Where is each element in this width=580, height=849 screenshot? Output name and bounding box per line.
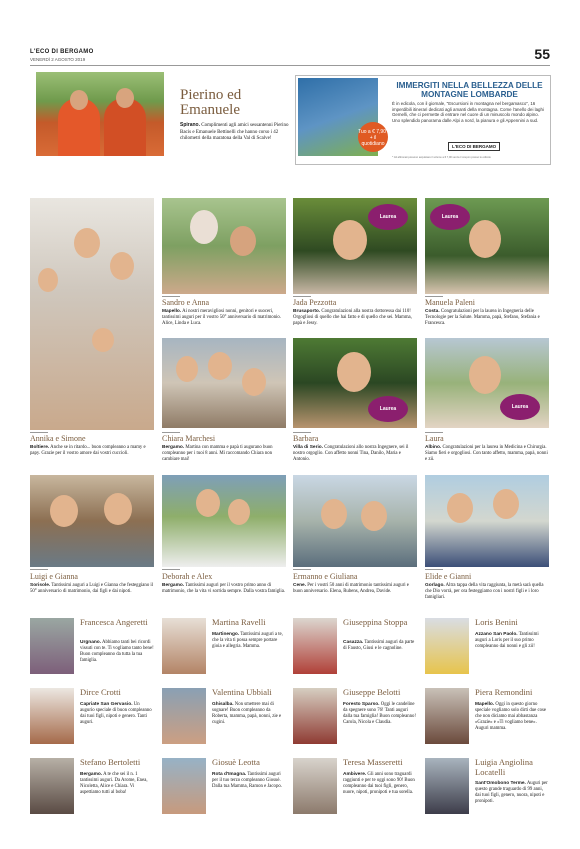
tribute-name: Francesca Angeretti <box>80 617 148 627</box>
page-header <box>30 44 550 66</box>
tribute-text: Casazza. Tantissimi auguri da parte di Fausto, Giusi e le cagnoline. <box>343 640 415 651</box>
photo-deborah-alex <box>162 475 286 567</box>
portrait-photo <box>425 618 469 674</box>
portrait-photo <box>293 758 337 814</box>
tribute-name: Stefano Bertoletti <box>80 757 141 767</box>
caption-name: Chiara Marchesi <box>162 434 216 443</box>
portrait-photo <box>30 758 74 814</box>
feature-text: Spirano. Complimenti agli amici sessantenni Pierino Bacis e Emanuele Bettinelli che hanno corso i 42 chilometri della maratona della Val di Scalve! <box>180 122 289 141</box>
tribute-text: Ambivere. Gli anni sono traguardi raggiunti e per te oggi sono 90! Buon compleanno dai tuoi figli, genero, nuore, nipoti, pronipoti e tua sorella. <box>343 772 415 795</box>
caption-text: Villa di Serio. Congratulazioni allo nostra Ingegnere, sei il nostro orgoglio. Con affetto nonni Tina, Danilo, Maria e Antonio. <box>293 445 409 462</box>
caption-text: Boltiere. Anche se in ritardo... buon compleanno a mamy e papy. Grazie per il vostro amore dai vostri cuccioli. <box>30 445 146 456</box>
tribute-name: Giuseppina Stoppa <box>343 617 408 627</box>
laurea-badge: Laurea <box>368 396 408 422</box>
tribute-text: Sant'Omobono Terme. Auguri per questo grande traguardo di 99 anni, dai tuoi figli, genero, nuora, nipoti e pronipoti. <box>475 781 548 804</box>
portrait-photo <box>425 688 469 744</box>
portrait-photo <box>30 618 74 674</box>
caption-name: Laura <box>425 434 444 443</box>
ad-title: IMMERGITI NELLA BELLEZZA DELLE MONTAGNE LOMBARDE <box>396 81 543 99</box>
caption-text: Bergamo. Martina con mamma e papà ti augurano buon compleanno per i tuoi 8 anni. Mi raccomando Chiara non cambiare mai! <box>162 445 273 462</box>
portrait-photo <box>162 758 206 814</box>
tribute-text: Foresto Sparso. Oggi le candeline da spegnere sono 76! Tanti auguri dalla tua famiglia! Buon compleanno! Carola, Nicola e Claudia. <box>343 702 416 725</box>
tribute-name: Valentina Ubbiali <box>212 687 272 697</box>
caption-name: Annika e Simone <box>30 434 86 443</box>
tribute-text: Rota d'Imagna. Tantissimi auguri per il tuo terzo compleanno Giosuè. Dalla tua Mamma, Ramon e Jacopo. <box>212 772 282 789</box>
tribute-name: Piera Remondini <box>475 687 533 697</box>
portrait-photo <box>162 618 206 674</box>
tribute-name: Martina Ravelli <box>212 617 266 627</box>
caption-name: Elide e Gianni <box>425 572 472 581</box>
tribute-name: Loris Benini <box>475 617 518 627</box>
tribute-name: Dirce Crotti <box>80 687 121 697</box>
tribute-text: Capriate San Gervasio. Un augurio speciale di buon compleanno dai tuoi figli, nipoti e genero. Tanti auguri. <box>80 702 152 725</box>
newspaper-logo: L'ECO DI BERGAMO <box>30 49 94 55</box>
caption-name: Jada Pezzotta <box>293 298 337 307</box>
tribute-text: Urgnano. Abbiamo tanti bei ricordi vissuti con te. Ti vogliamo tanto bene! Buon compleanno da tutta la tua famiglia. <box>80 640 154 663</box>
advertisement[interactable] <box>295 75 551 165</box>
tribute-text: Bergamo. A te che sei il n. 1 tantissimi auguri. Da Arome, Enea, Nicoletta, Alice e Chiara. Vi aspettiamo tutti al boba! <box>80 772 148 795</box>
caption-text: Albino. Congratulazioni per la laurea in Medicina e Chirurgia. Siamo fieri e orgogliosi. Con tanto affetto, mamma, papà, nonni e zii. <box>425 445 548 462</box>
tribute-name: Giuseppe Belotti <box>343 687 401 697</box>
caption-name: Manuela Paleni <box>425 298 475 307</box>
caption-text: Cene. Per i vostri 50 anni di matrimonio tantissimi auguri e buon anniversario. Elena, Rubens, Andrea, Davide. <box>293 583 409 594</box>
photo-ermanno-giuliana <box>293 475 417 567</box>
caption-text: Mapello. Ai nostri meravigliosi nonni, genitori e suoceri, tantissimi auguri per il vostro 50° anniversario di matrimonio. Alice, Linda e Luca. <box>162 309 282 326</box>
caption-name: Ermanno e Giuliana <box>293 572 358 581</box>
caption-text: Sorisole. Tantissimi auguri a Luigi e Gianna che festeggiano il 50° anniversario di matrimonio, dai figli e dai nipoti. <box>30 583 154 594</box>
price-tag: Tuo a € 7,90* + il quotidiano <box>358 122 388 152</box>
caption-text: Bergamo. Tantissimi auguri per il vostro primo anno di matrimonio, che la vita vi sorrida sempre. Dalla vostra famiglia. <box>162 583 286 594</box>
page-number: 55 <box>534 46 550 62</box>
portrait-photo <box>425 758 469 814</box>
photo-luigi-gianna <box>30 475 154 567</box>
portrait-photo <box>162 688 206 744</box>
ad-footnote: * Gli abbonati possono acquistare il volume a € 7,90 senza il coupon presso le edicole <box>392 156 491 159</box>
caption-text: Brusaporto. Congratulazioni alla nostra dottoressa dai 110! Orgogliosi di quello che hai fatto e di quello che sei. Mamma, papà e Jessy. <box>293 309 412 326</box>
laurea-badge: Laurea <box>500 394 540 420</box>
caption-name: Deborah e Alex <box>162 572 213 581</box>
feature-photo <box>36 72 164 156</box>
tribute-text: Azzano San Paolo. Tantissimi auguri a Loris per il suo primo compleanno dai nonni e gli zii! <box>475 632 539 649</box>
caption-name: Luigi e Gianna <box>30 572 78 581</box>
portrait-photo <box>30 688 74 744</box>
portrait-photo <box>293 618 337 674</box>
photo-chiara <box>162 338 286 428</box>
tribute-name: Luigia Angiolina Locatelli <box>475 757 533 777</box>
caption-name: Sandro e Anna <box>162 298 210 307</box>
portrait-photo <box>293 688 337 744</box>
tribute-text: Ghisalba. Non smettere mai di sognare! Buon compleanno da Roberta, mamma, papà, nonni, zie e cugini. <box>212 702 282 725</box>
feature-title: Pierino ed Emanuele <box>180 87 242 118</box>
tribute-name: Giosuè Leotta <box>212 757 260 767</box>
tribute-text: Mapello. Oggi in questo giorno speciale vogliamo solo dirti due cose che non diciamo mai abbastanza «Grazie» e «Ti vogliamo bene». Auguri mamma. <box>475 702 547 731</box>
photo-sandro-anna <box>162 198 286 294</box>
ad-text: È in edicola, con il giornale, "Escursioni in montagna nel bergamasco", 16 imperdibili itinerari dedicati agli amanti della montagna. Come l'anello dei laghi Gemelli, che ci permette di entrare nel cuore di un minuscolo mondo alpino. Uno splendido panorama dalle Alpi a nord, la pianura e gli Appennini a sud. <box>392 101 544 123</box>
tribute-text: Martinengo. Tantissimi auguri a te, che la vita ti possa sempre portare gioia e allegria. Mamma. <box>212 632 283 649</box>
laurea-badge: Laurea <box>368 204 408 230</box>
ad-logo: L'ECO DI BERGAMO <box>448 142 500 151</box>
laurea-badge: Laurea <box>430 204 470 230</box>
photo-annika-simone <box>30 198 154 430</box>
caption-text: Gorlago. Altra tappa della vita raggiunta, la metà sarà quella che Dio vorrà, per ora festeggiamo con i nostri figli e i loro famigliari. <box>425 583 544 600</box>
tribute-name: Teresa Masseretti <box>343 757 403 767</box>
caption-name: Barbara <box>293 434 319 443</box>
caption-text: Costa. Congratulazioni per la laurea in Ingegneria delle Tecnologie per la Salute. Mamma, papà, Stefano, Stefania e Francesca. <box>425 309 540 326</box>
photo-elide-gianni <box>425 475 549 567</box>
issue-date: VENERDÌ 2 AGOSTO 2019 <box>30 57 86 62</box>
feature-article <box>30 70 290 160</box>
